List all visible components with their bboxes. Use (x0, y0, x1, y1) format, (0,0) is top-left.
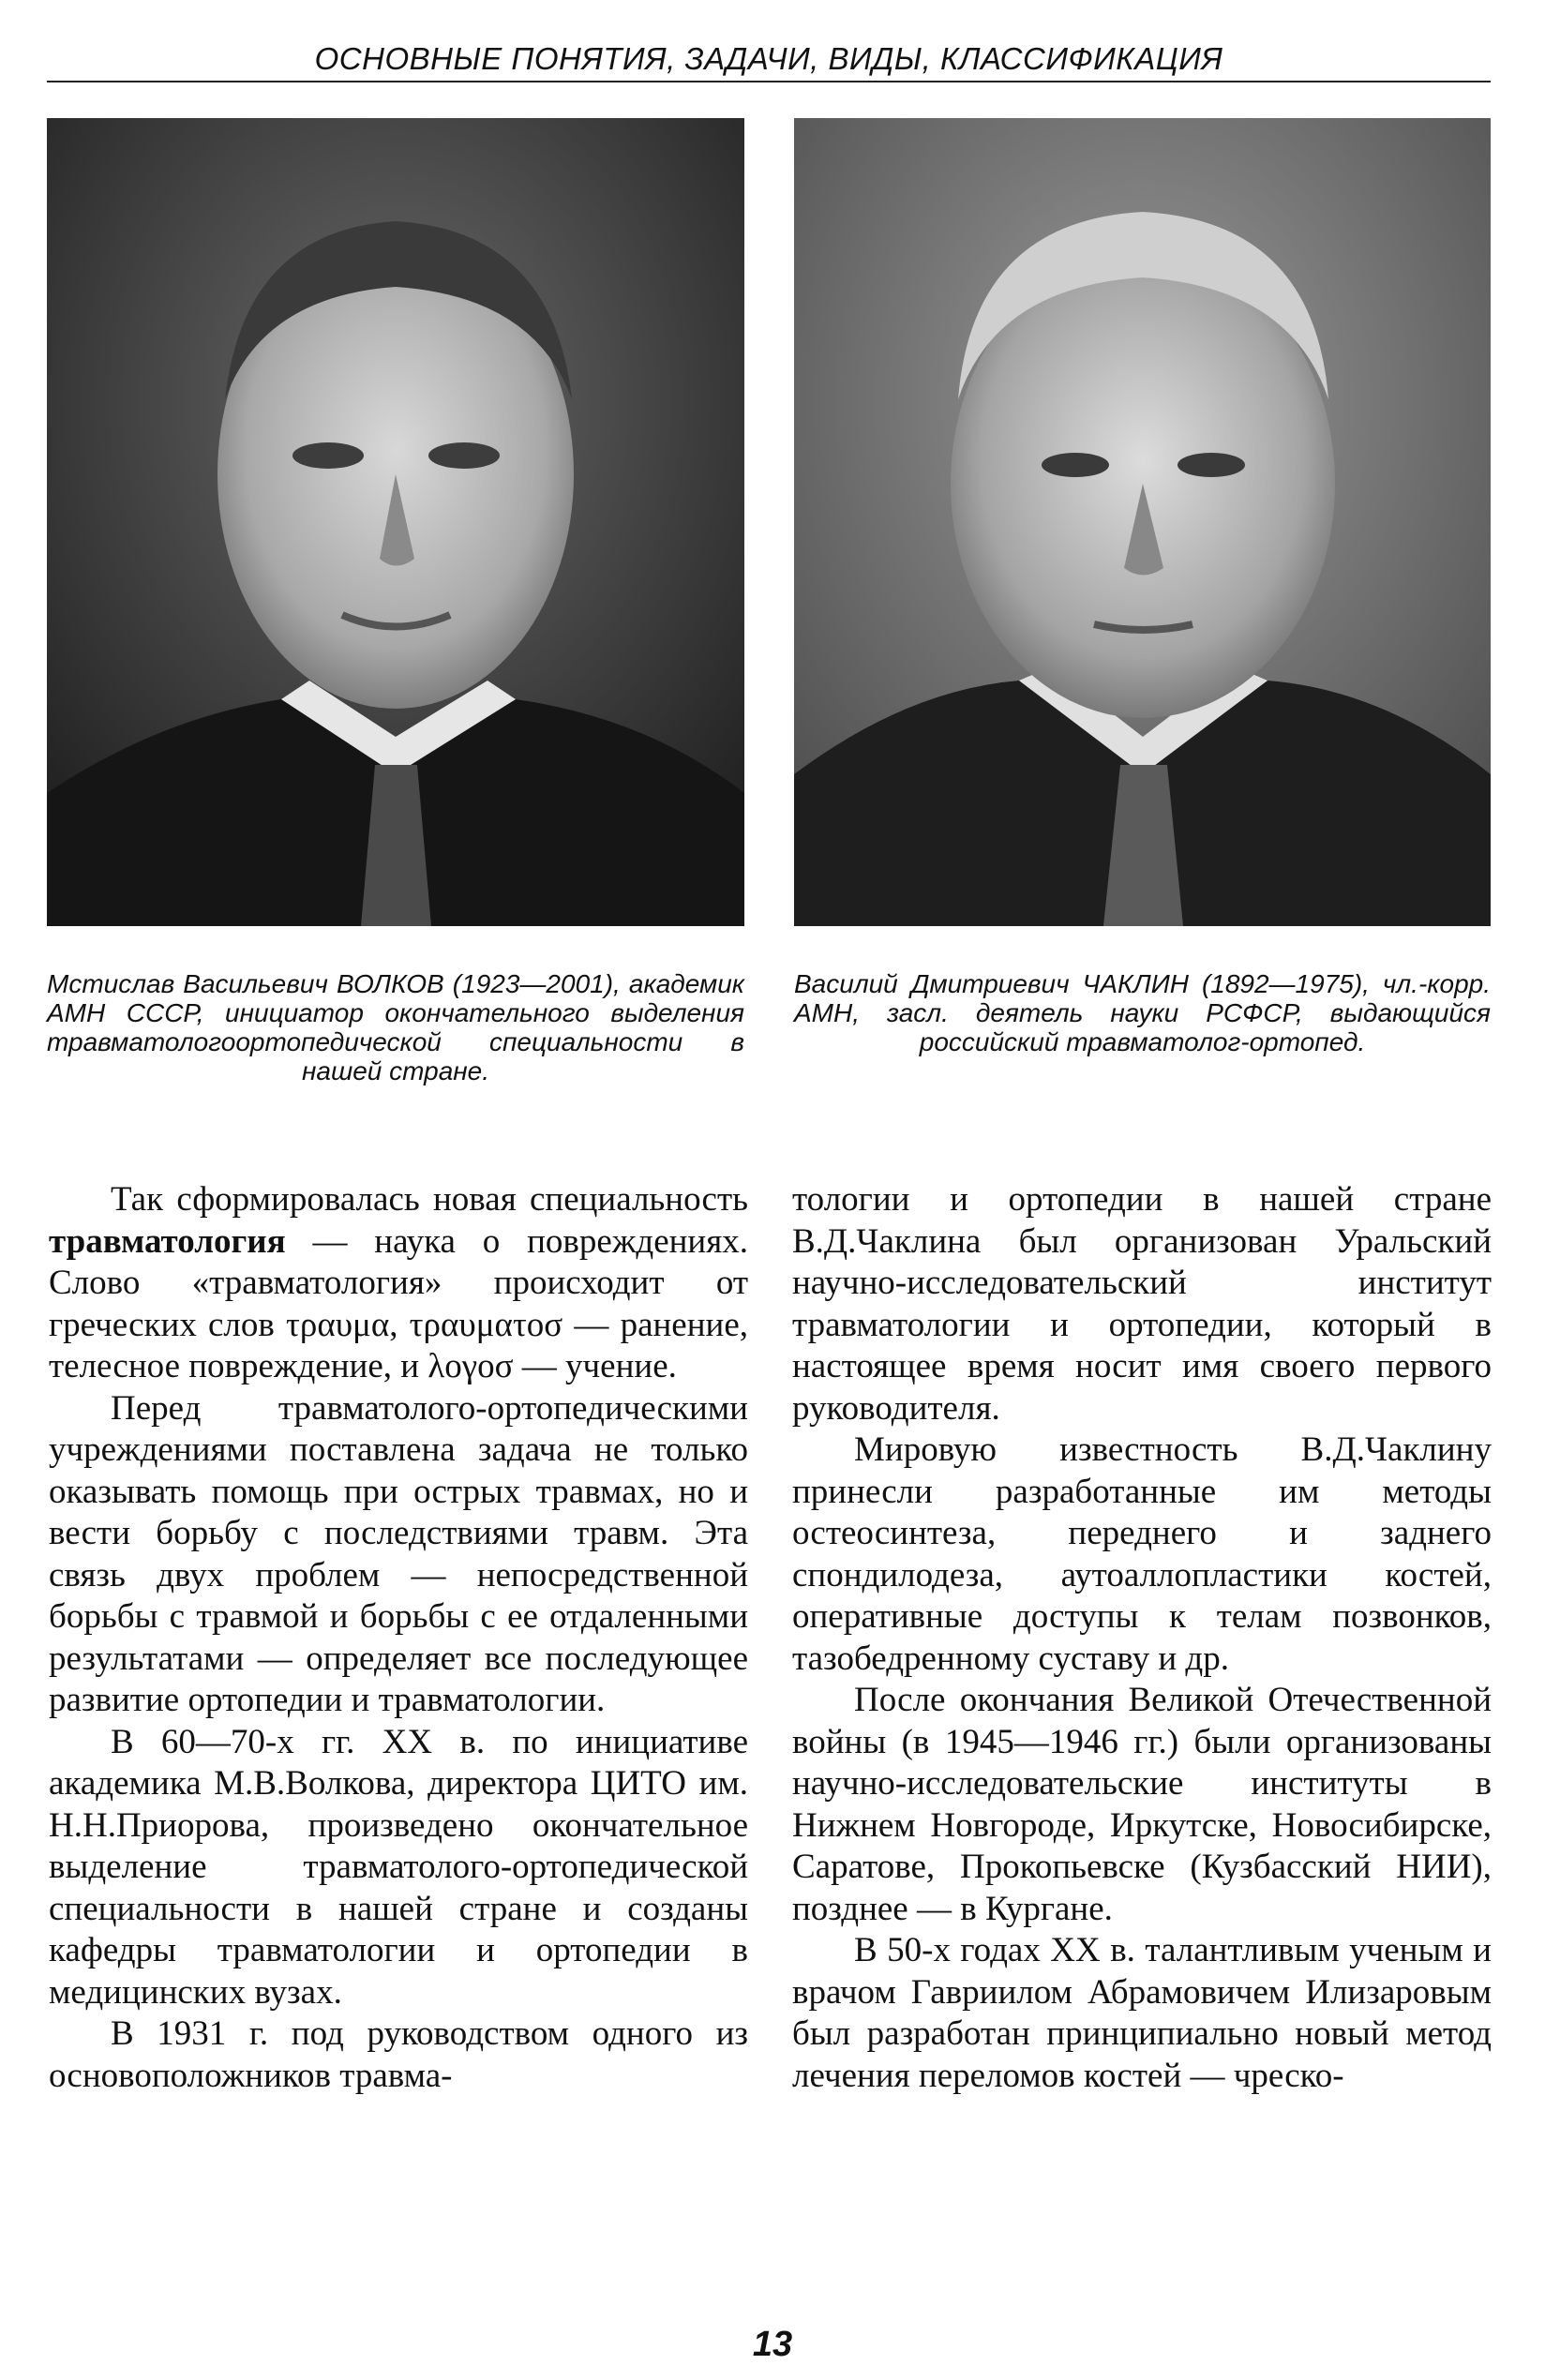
text-column-right (792, 1179, 1492, 2097)
figure-caption-volkov: Мстислав Васильевич ВОЛКОВ (1923—2001), академик АМН СССР, инициатор окончательного выделения травматологоортопедической специальности в нашей стране. (47, 969, 744, 1085)
portrait-photo-chaklin (794, 118, 1491, 926)
paragraph: В 50-х годах XX в. талантливым ученым и врачом Гавриилом Абрамовичем Илизаровым был разработан принципиально новый метод лечения переломов костей — чреско- (792, 1931, 1492, 2095)
paragraph: Мировую известность В.Д.Чаклину принесли разработанные им методы остеосинтеза, переднего и заднего спондилодеза, аутоаллопластики костей, оперативные доступы к телам позвонков, тазобедренному суставу и др. (792, 1430, 1492, 1678)
text-column-left (49, 1179, 748, 2097)
paragraph-continued: тологии и ортопедии в нашей стране В.Д.Чаклина был организован Уральский научно-исследовательский институт травматологии и ортопедии, который в настоящее время носит имя своего первого руководителя. (792, 1180, 1492, 1428)
running-header: ОСНОВНЫЕ ПОНЯТИЯ, ЗАДАЧИ, ВИДЫ, КЛАССИФИКАЦИЯ (314, 41, 1223, 76)
paragraph: В 1931 г. под руководством одного из основоположников травма- (49, 2014, 748, 2095)
paragraph: Перед травматолого-ортопедическими учреждениями поставлена задача не только оказывать помощь при острых травмах, но и вести борьбу с последствиями травм. Эта связь двух проблем — непосредственной борьбы с травмой и борьбы с ее отдаленными результатами — определяет все последующее развитие ортопедии и травматологии. (49, 1388, 748, 1719)
portrait-photo-volkov (47, 118, 744, 926)
term-traumatology: травматология (49, 1221, 286, 1261)
portrait-image-chaklin (794, 118, 1491, 926)
figure-caption-chaklin: Василий Дмитриевич ЧАКЛИН (1892—1975), чл.-корр. АМН, засл. деятель науки РСФСР, выдающийся российский травматолог-ортопед. (794, 969, 1491, 1056)
paragraph: Так сформировалась новая специальность травматология — наука о повреждениях. Слово «травматология» происходит от греческих слов τραυμα, τραυματοσ — ранение, телесное повреждение, и λογοσ — учение. (49, 1180, 748, 1385)
header-rule (47, 81, 1491, 82)
portrait-image-volkov (47, 118, 744, 926)
paragraph: В 60—70-х гг. XX в. по инициативе академика М.В.Волкова, директора ЦИТО им. Н.Н.Приорова, произведено окончательное выделение травматолого-ортопедической специальности в нашей стране и созданы кафедры травматологии и ортопедии в медицинских вузах. (49, 1722, 748, 2012)
paragraph: После окончания Великой Отечественной войны (в 1945—1946 гг.) были организованы научно-исследовательские институты в Нижнем Новгороде, Иркутске, Новосибирске, Саратове, Прокопьевске (Кузбасский НИИ), позднее — в Кургане. (792, 1681, 1492, 1928)
page-number: 13 (752, 2325, 793, 2364)
